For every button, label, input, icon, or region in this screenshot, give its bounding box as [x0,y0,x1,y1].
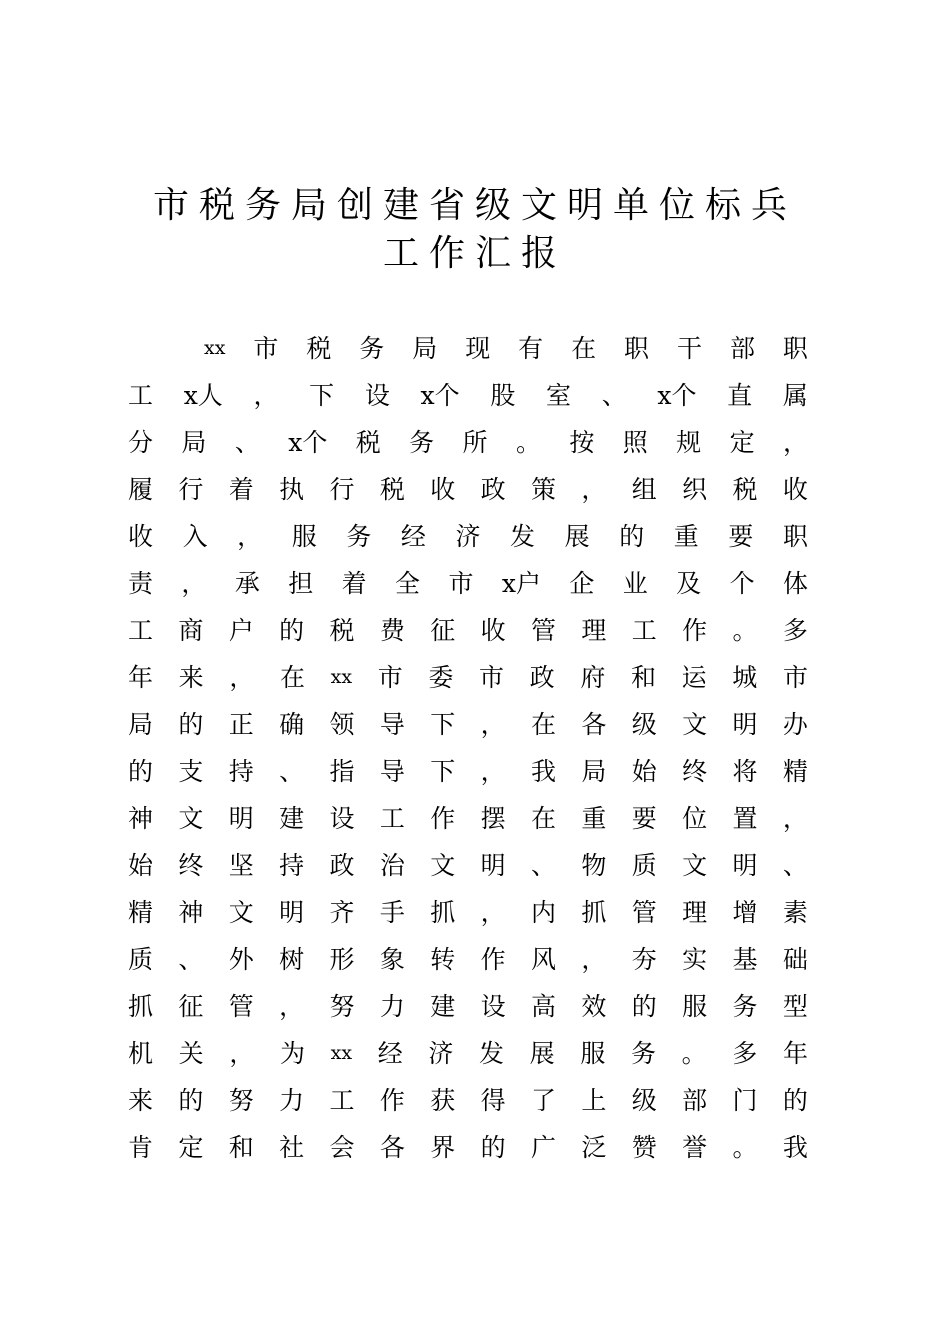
text-token: 文 [430,851,456,880]
text-token: 支 [178,757,204,786]
text-token: 位 [682,804,708,833]
text-token: 的 [178,710,204,739]
text-token: 神 [178,898,204,927]
text-token: 照 [622,428,648,457]
text-token: 设 [364,381,390,410]
text-token: 作 [430,804,456,833]
text-token: 年 [128,663,154,692]
text-token: 在 [571,334,597,363]
text-token: 素 [782,898,808,927]
text-token: 多 [782,616,808,645]
text-token: 治 [379,851,405,880]
text-line [128,936,808,983]
text-token: 始 [128,851,154,880]
text-token: 及 [676,569,702,598]
text-token: 、 [531,851,557,880]
text-token: 要 [631,804,657,833]
text-token: 理 [581,616,607,645]
text-line [128,983,808,1030]
text-token: 税 [732,475,758,504]
text-line [128,748,808,795]
text-token: x个 [420,381,460,410]
text-token: 明 [279,898,305,927]
text-token: 所 [462,428,488,457]
text-token: 手 [379,898,405,927]
text-token: 上 [581,1086,607,1115]
text-token: 的 [480,1133,506,1162]
text-token: 工 [631,616,657,645]
text-token: 置 [732,804,758,833]
text-token: 局 [412,334,438,363]
text-token: x户 [501,569,541,598]
text-token: 齐 [329,898,355,927]
text-token: 誉 [682,1133,708,1162]
text-token: 级 [631,710,657,739]
text-line [128,513,808,560]
text-token: 现 [465,334,491,363]
text-token: 神 [128,804,154,833]
text-token: 础 [782,945,808,974]
document-title [100,182,850,278]
text-token: 经 [377,1039,403,1068]
text-token: 始 [631,757,657,786]
text-line [128,419,808,466]
text-token: 市 [377,663,403,692]
text-token: 济 [428,1039,454,1068]
text-token: ， [279,992,305,1021]
text-token: 局 [128,710,154,739]
text-token: 我 [531,757,557,786]
text-token: 抓 [581,898,607,927]
text-token: 泛 [581,1133,607,1162]
text-token: 质 [631,851,657,880]
text-token: x个 [657,381,697,410]
text-token: 了 [531,1086,557,1115]
text-token: 型 [782,992,808,1021]
text-token: 指 [329,757,355,786]
text-token: 市 [253,334,279,363]
text-token: 作 [480,945,506,974]
text-token: 和 [630,663,656,692]
text-line [128,795,808,842]
text-token: 我 [782,1133,808,1162]
text-token: 级 [631,1086,657,1115]
text-token: 增 [732,898,758,927]
text-token: 收 [480,616,506,645]
text-token: 务 [732,992,758,1021]
text-token: 形 [329,945,355,974]
text-token: 发 [479,1039,505,1068]
text-token: 入 [182,522,208,551]
text-line [128,466,808,513]
text-token: 业 [622,569,648,598]
text-token: 的 [619,522,645,551]
text-token: 树 [279,945,305,974]
text-token: 导 [379,757,405,786]
text-token: 。 [732,1133,758,1162]
text-token: 户 [228,616,254,645]
text-token: 精 [128,898,154,927]
text-token: 管 [531,616,557,645]
text-token: 个 [729,569,755,598]
text-token: 市 [448,569,474,598]
text-token: 正 [228,710,254,739]
text-token: 局 [181,428,207,457]
text-token: 得 [480,1086,506,1115]
text-token: 局 [581,757,607,786]
text-token: 力 [379,992,405,1021]
text-line [128,372,808,419]
text-token: 外 [228,945,254,974]
text-token: ， [237,522,263,551]
text-token: 规 [676,428,702,457]
text-token: ， [782,804,808,833]
text-token: 的 [631,992,657,1021]
text-token: 职 [782,522,808,551]
text-token: 作 [682,616,708,645]
text-token: ， [480,898,506,927]
text-token: 股 [490,381,516,410]
text-token: 履 [128,475,154,504]
text-token: 行 [178,475,204,504]
text-token: 税 [355,428,381,457]
text-token: 定 [178,1133,204,1162]
text-token: 夯 [631,945,657,974]
text-token: 物 [581,851,607,880]
text-token: 城 [732,663,758,692]
text-token: 收 [128,522,154,551]
text-token: 税 [306,334,332,363]
text-token: 征 [178,992,204,1021]
text-token: 体 [782,569,808,598]
text-token: 工 [379,804,405,833]
text-token: 务 [359,334,385,363]
text-token: 建 [430,992,456,1021]
text-token: 实 [682,945,708,974]
text-token: 部 [729,334,755,363]
text-token: 管 [228,992,254,1021]
text-token: 赞 [631,1133,657,1162]
text-token: 服 [291,522,317,551]
text-line [128,1077,808,1124]
text-token: 持 [228,757,254,786]
text-token: 风 [531,945,557,974]
text-token: 为 [279,1039,305,1068]
text-line [128,842,808,889]
text-token: 市 [479,663,505,692]
text-token: 终 [178,851,204,880]
text-token: 收 [782,475,808,504]
text-token: 关 [178,1039,204,1068]
text-token: 明 [228,804,254,833]
text-token: ， [229,1039,255,1068]
text-token: 高 [531,992,557,1021]
text-token: 重 [673,522,699,551]
text-token: 基 [732,945,758,974]
text-token: ， [480,757,506,786]
text-token: 职 [624,334,650,363]
body-paragraph [128,325,808,1171]
text-token: 组 [631,475,657,504]
text-token: 政 [329,851,355,880]
text-line [128,607,808,654]
text-token: 、 [279,757,305,786]
text-token: 的 [128,757,154,786]
text-token: 工 [128,381,154,410]
text-token: 文 [682,851,708,880]
text-token: 重 [581,804,607,833]
text-token: 界 [430,1133,456,1162]
text-token: xx [204,337,226,359]
text-token: 坚 [228,851,254,880]
text-token: ， [229,663,255,692]
text-token: 理 [682,898,708,927]
text-token: 运 [681,663,707,692]
text-token: 职 [782,334,808,363]
text-token: 。 [515,428,541,457]
text-line [128,701,808,748]
text-token: 济 [455,522,481,551]
text-token: xx [330,1042,353,1064]
text-token: 展 [529,1039,555,1068]
text-token: 工 [128,616,154,645]
text-token: x个 [288,428,328,457]
text-token: ， [782,428,808,457]
text-line [128,1124,808,1171]
text-token: 获 [430,1086,456,1115]
text-token: 。 [681,1039,707,1068]
text-token: 确 [279,710,305,739]
text-token: 收 [430,475,456,504]
text-token: ， [181,569,207,598]
title-line: 市税务局创建省级文明单位标兵 [152,185,797,226]
text-line [128,1030,808,1077]
text-token: 、 [234,428,260,457]
text-token: 执 [279,475,305,504]
text-token: 委 [428,663,454,692]
text-token: 效 [581,992,607,1021]
text-line [128,325,808,372]
text-token: 税 [329,616,355,645]
text-token: 在 [531,804,557,833]
text-token: 有 [518,334,544,363]
text-token: 织 [682,475,708,504]
text-token: ， [480,710,506,739]
text-token: 将 [732,757,758,786]
text-token: 下 [430,757,456,786]
text-token: 年 [782,1039,808,1068]
text-token: 发 [510,522,536,551]
text-token: 抓 [128,992,154,1021]
text-token: 内 [531,898,557,927]
text-token: ， [253,381,279,410]
text-token: 建 [279,804,305,833]
text-token: 展 [564,522,590,551]
text-token: 来 [178,663,204,692]
text-token: 着 [228,475,254,504]
title-line: 工作汇报 [382,233,567,274]
text-token: 管 [631,898,657,927]
text-token: 设 [329,804,355,833]
text-token: 分 [128,428,154,457]
text-line [128,654,808,701]
text-token: 务 [409,428,435,457]
text-token: xx [330,666,353,688]
text-token: 全 [395,569,421,598]
text-token: 直 [727,381,753,410]
text-token: 明 [732,851,758,880]
text-token: 文 [178,804,204,833]
text-token: 定 [729,428,755,457]
text-token: 作 [379,1086,405,1115]
text-token: 在 [279,663,305,692]
text-token: 务 [630,1039,656,1068]
text-token: 。 [732,616,758,645]
text-token: 按 [569,428,595,457]
text-token: 要 [728,522,754,551]
text-token: 来 [128,1086,154,1115]
text-token: 承 [234,569,260,598]
text-token: 抓 [430,898,456,927]
text-token: 工 [329,1086,355,1115]
text-line [128,889,808,936]
text-token: 多 [732,1039,758,1068]
text-token: 干 [677,334,703,363]
text-token: 的 [782,1086,808,1115]
text-token: 策 [531,475,557,504]
text-token: 的 [178,1086,204,1115]
text-token: 努 [329,992,355,1021]
text-token: 社 [279,1133,305,1162]
text-token: 部 [682,1086,708,1115]
text-token: 下 [430,710,456,739]
text-token: 各 [379,1133,405,1162]
text-token: 文 [682,710,708,739]
text-token: 门 [732,1086,758,1115]
text-token: 服 [580,1039,606,1068]
text-token: 、 [601,381,627,410]
text-token: 企 [569,569,595,598]
text-token: 下 [309,381,335,410]
text-token: 持 [279,851,305,880]
text-line [128,560,808,607]
text-token: 室 [546,381,572,410]
text-token: ， [581,945,607,974]
text-token: 终 [682,757,708,786]
text-token: 府 [580,663,606,692]
text-token: 领 [329,710,355,739]
text-token: 征 [430,616,456,645]
text-token: 导 [379,710,405,739]
text-token: 、 [178,945,204,974]
text-token: 明 [480,851,506,880]
text-token: 明 [732,710,758,739]
text-token: 属 [782,381,808,410]
text-token: 税 [379,475,405,504]
text-token: 象 [379,945,405,974]
text-token: 的 [279,616,305,645]
text-token: 摆 [480,804,506,833]
text-token: 办 [782,710,808,739]
text-token: 文 [228,898,254,927]
text-token: 、 [782,851,808,880]
text-token: 设 [480,992,506,1021]
text-token: 机 [128,1039,154,1068]
text-token: 努 [228,1086,254,1115]
text-token: 担 [288,569,314,598]
text-token: 肯 [128,1133,154,1162]
text-token: 精 [782,757,808,786]
text-token: 市 [782,663,808,692]
text-token: 和 [228,1133,254,1162]
text-token: 广 [531,1133,557,1162]
text-token: 行 [329,475,355,504]
text-token: ， [581,475,607,504]
text-token: 服 [682,992,708,1021]
text-token: 各 [581,710,607,739]
text-token: 经 [400,522,426,551]
text-token: 质 [128,945,154,974]
text-token: 在 [531,710,557,739]
text-token: x人 [183,381,223,410]
text-token: 转 [430,945,456,974]
text-token: 力 [279,1086,305,1115]
text-token: 务 [346,522,372,551]
text-token: 责 [128,569,154,598]
text-token: 政 [480,475,506,504]
text-token: 政 [529,663,555,692]
text-token: 着 [341,569,367,598]
text-token: 会 [329,1133,355,1162]
text-token: 商 [178,616,204,645]
text-token: 费 [379,616,405,645]
